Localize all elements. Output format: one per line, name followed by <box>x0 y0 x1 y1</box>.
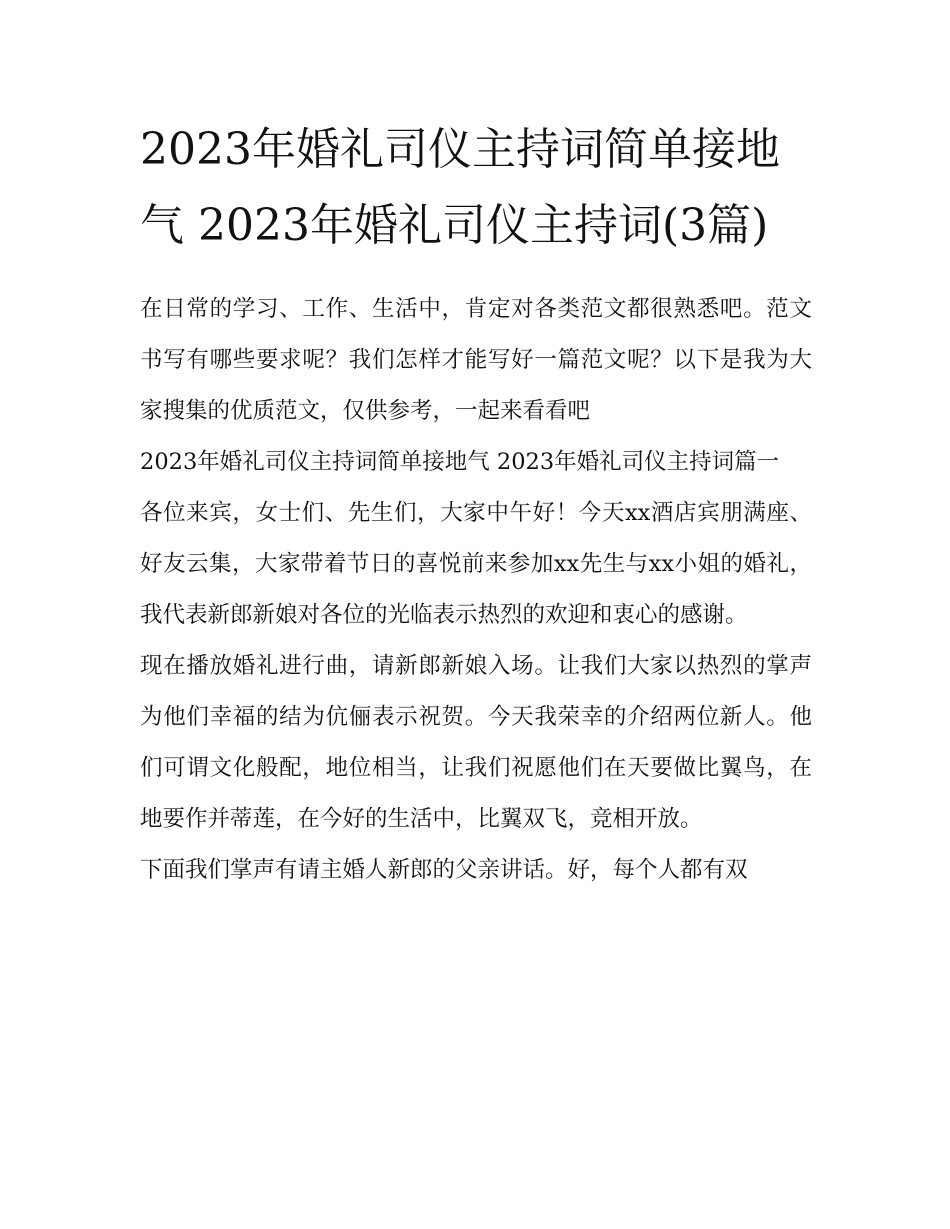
intro-paragraph: 在日常的学习、工作、生活中，肯定对各类范文都很熟悉吧。范文书写有哪些要求呢？我们怎样才能写好一篇范文呢？以下是我为大家搜集的优质范文，仅供参考，一起来看看吧 <box>140 296 812 424</box>
document-title: 2023年婚礼司仪主持词简单接地气 2023年婚礼司仪主持词(3篇) <box>140 124 780 251</box>
document-body <box>140 112 812 896</box>
section-heading: 2023年婚礼司仪主持词简单接地气 2023年婚礼司仪主持词篇一 <box>140 449 780 475</box>
body-paragraph: 现在播放婚礼进行曲，请新郎新娘入场。让我们大家以热烈的掌声为他们幸福的结为伉俪表示祝贺。今天我荣幸的介绍两位新人。他们可谓文化般配，地位相当，让我们祝愿他们在天要做比翼鸟，在地要作并蒂莲，在今好的生活中，比翼双飞，竞相开放。 <box>140 653 812 832</box>
body-paragraph: 各位来宾，女士们、先生们，大家中午好！今天xx酒店宾朋满座、好友云集，大家带着节日的喜悦前来参加xx先生与xx小姐的婚礼，我代表新郎新娘对各位的光临表示热烈的欢迎和衷心的感谢。 <box>140 500 812 628</box>
body-paragraph: 下面我们掌声有请主婚人新郎的父亲讲话。好，每个人都有双 <box>140 857 748 883</box>
